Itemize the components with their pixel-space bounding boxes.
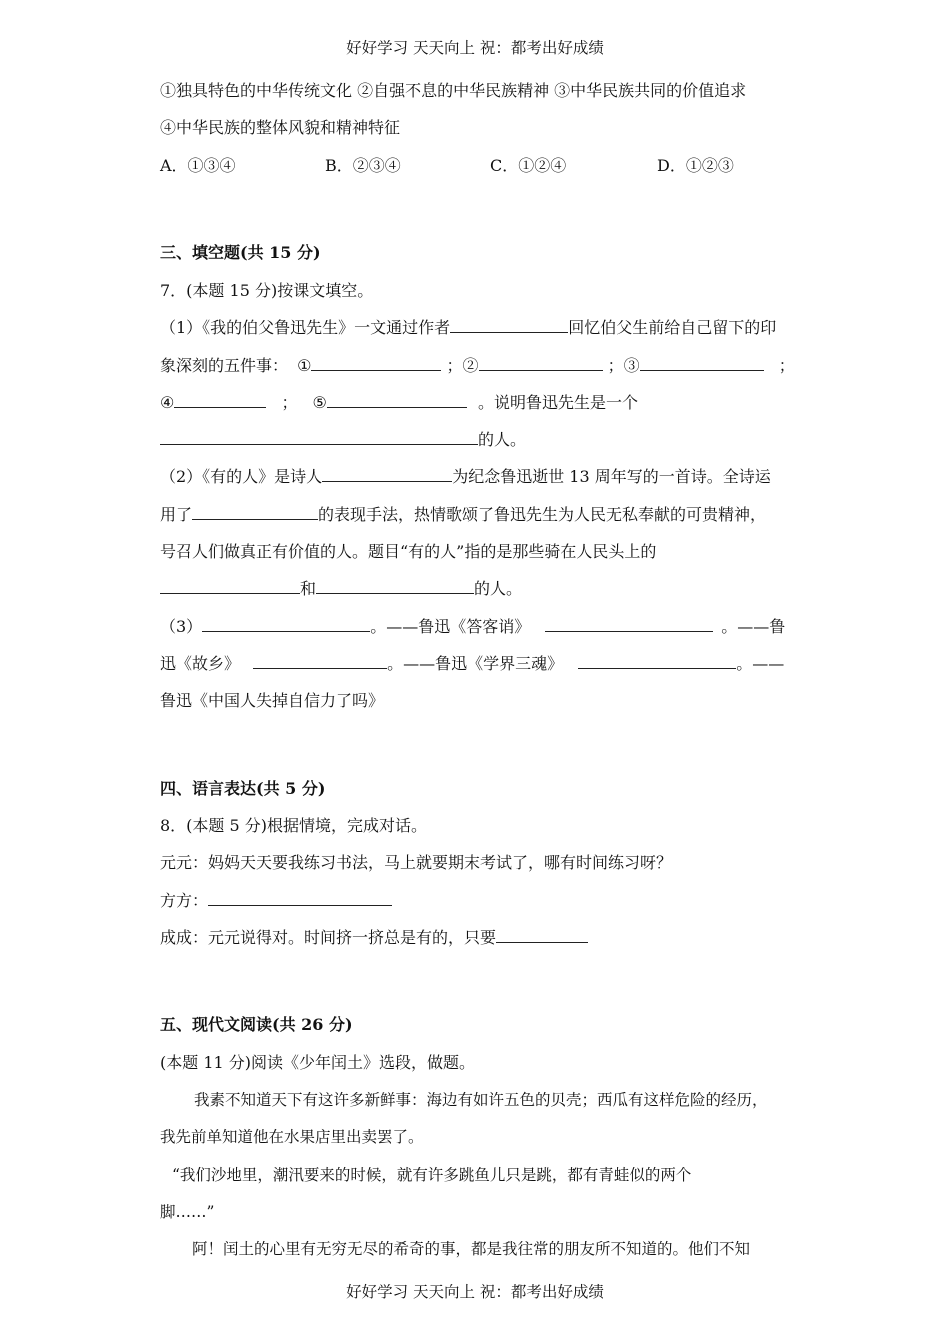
q7-blank-people-1[interactable] <box>160 579 300 594</box>
q7-part1-line4 <box>160 430 526 450</box>
q6-option-b: B．②③④ <box>325 156 401 175</box>
q7-part3-line3: 鲁迅《中国人失掉自信力了吗》 <box>160 691 385 710</box>
reading-para-3-line-1: 阿！闰土的心里有无穷无尽的希奇的事，都是我往常的朋友所不知道的。他们不知 <box>192 1240 751 1258</box>
q8-intro: 8．(本题 5 分)根据情境，完成对话。 <box>160 816 428 835</box>
q7-part2-text-f: 和 <box>300 579 317 598</box>
q7-part2-line2 <box>160 505 766 525</box>
fangfang-label: 方方： <box>160 891 209 910</box>
q7-part3-text-f: 。—— <box>736 654 785 673</box>
q7-part2-line3: 号召人们做真正有价值的人。题目“有的人”指的是那些骑在人民头上的 <box>160 542 657 561</box>
q7-part1-text-lead: 象深刻的五件事： <box>160 356 289 375</box>
q6-option-a: A．①③④ <box>160 156 236 175</box>
q7-blank-technique[interactable] <box>192 505 318 520</box>
q7-part3-text-d: 迅《故乡》 <box>160 654 241 673</box>
circle-4-label: ④ <box>160 393 175 412</box>
q7-part1-line3 <box>160 393 638 413</box>
q7-part2-text-c: 用了 <box>160 505 193 524</box>
q6-option-c: C．①②④ <box>490 156 567 175</box>
q7-part1-text-a: （1）《我的伯父鲁迅先生》一文通过作者 <box>160 318 451 337</box>
semicolon-label: ； <box>778 356 795 375</box>
q7-blank-event-1[interactable] <box>311 356 441 371</box>
q6-choice-line-1: ①独具特色的中华传统文化 ②自强不息的中华民族精神 ③中华民族共同的价值追求 <box>160 81 747 100</box>
q7-blank-event-4[interactable] <box>174 393 266 408</box>
q9-intro: (本题 11 分)阅读《少年闰土》选段，做题。 <box>160 1053 476 1072</box>
reading-para-1-line-2: 我先前单知道他在水果店里出卖罢了。 <box>160 1128 424 1146</box>
q8-blank-fangfang[interactable] <box>208 891 392 906</box>
q7-part1-end: 的人。 <box>478 430 527 449</box>
q6-option-d: D．①②③ <box>657 156 734 175</box>
q7-part3-line1 <box>160 617 785 637</box>
section-3-heading: 三、填空题(共 15 分) <box>160 243 321 262</box>
q7-blank-quote-1[interactable] <box>202 617 370 632</box>
dialogue-chengcheng <box>160 928 588 948</box>
q7-part3-text-e: 。——鲁迅《学界三魂》 <box>387 654 564 673</box>
dialogue-yuanyuan: 元元：妈妈天天要我练习书法，马上就要期末考试了，哪有时间练习呀？ <box>160 853 673 872</box>
q7-part3-text-c: 。——鲁 <box>721 617 786 636</box>
q7-blank-quote-3[interactable] <box>253 654 387 669</box>
q7-blank-person[interactable] <box>160 430 478 445</box>
q7-intro: 7．(本题 15 分)按课文填空。 <box>160 281 374 300</box>
q7-part2-line4 <box>160 579 522 599</box>
section-4-heading: 四、语言表达(共 5 分) <box>160 779 326 798</box>
page-header: 好好学习 天天向上 祝：都考出好成绩 <box>346 39 604 57</box>
q7-blank-quote-2[interactable] <box>545 617 713 632</box>
section-5-heading: 五、现代文阅读(共 26 分) <box>160 1015 353 1034</box>
q7-part2-text-d: 的表现手法，热情歌颂了鲁迅先生为人民无私奉献的可贵精神， <box>318 505 767 524</box>
q7-blank-poet[interactable] <box>322 467 452 482</box>
q7-part3-line2 <box>160 654 784 674</box>
q7-blank-event-3[interactable] <box>640 356 764 371</box>
reading-para-2-line-1: “我们沙地里，潮汛要来的时候，就有许多跳鱼儿只是跳，都有青蛙似的两个 <box>172 1166 692 1184</box>
q7-part3-text-b: 。——鲁迅《答客诮》 <box>370 617 531 636</box>
q6-choice-line-2: ④中华民族的整体风貌和精神特征 <box>160 118 401 137</box>
reading-para-1-line-1: 我素不知道天下有这许多新鲜事：海边有如许五色的贝壳；西瓜有这样危险的经历， <box>194 1091 768 1109</box>
q7-part2-text-g: 的人。 <box>474 579 523 598</box>
q7-part1-line2 <box>160 356 795 376</box>
q8-blank-chengcheng[interactable] <box>496 928 588 943</box>
reading-para-2-line-2: 脚……” <box>160 1203 215 1221</box>
page-footer: 好好学习 天天向上 祝：都考出好成绩 <box>346 1283 604 1301</box>
dialogue-fangfang <box>160 891 392 911</box>
q7-blank-event-2[interactable] <box>479 356 603 371</box>
q7-part1-line1 <box>160 318 776 338</box>
circle-2-label: ；② <box>446 356 479 375</box>
q7-part1-summary: 。说明鲁迅先生是一个 <box>477 393 638 412</box>
q7-blank-author[interactable] <box>450 318 568 333</box>
q7-blank-event-5[interactable] <box>327 393 467 408</box>
chengcheng-text: 成成：元元说得对。时间挤一挤总是有的，只要 <box>160 928 497 947</box>
q7-part2-text-a: （2）《有的人》是诗人 <box>160 467 323 486</box>
q7-part3-text-a: （3） <box>160 617 203 636</box>
q7-part2-text-b: 为纪念鲁迅逝世 13 周年写的一首诗。全诗运 <box>452 467 771 486</box>
q7-blank-people-2[interactable] <box>316 579 474 594</box>
circle-1-label: ① <box>297 356 312 375</box>
q7-part1-text-b: 回忆伯父生前给自己留下的印 <box>568 318 777 337</box>
semicolon-label-2: ； <box>281 393 298 412</box>
circle-5-label: ⑤ <box>312 393 327 412</box>
q7-blank-quote-4[interactable] <box>578 654 736 669</box>
q7-part2-line1 <box>160 467 771 487</box>
circle-3-label: ；③ <box>607 356 640 375</box>
